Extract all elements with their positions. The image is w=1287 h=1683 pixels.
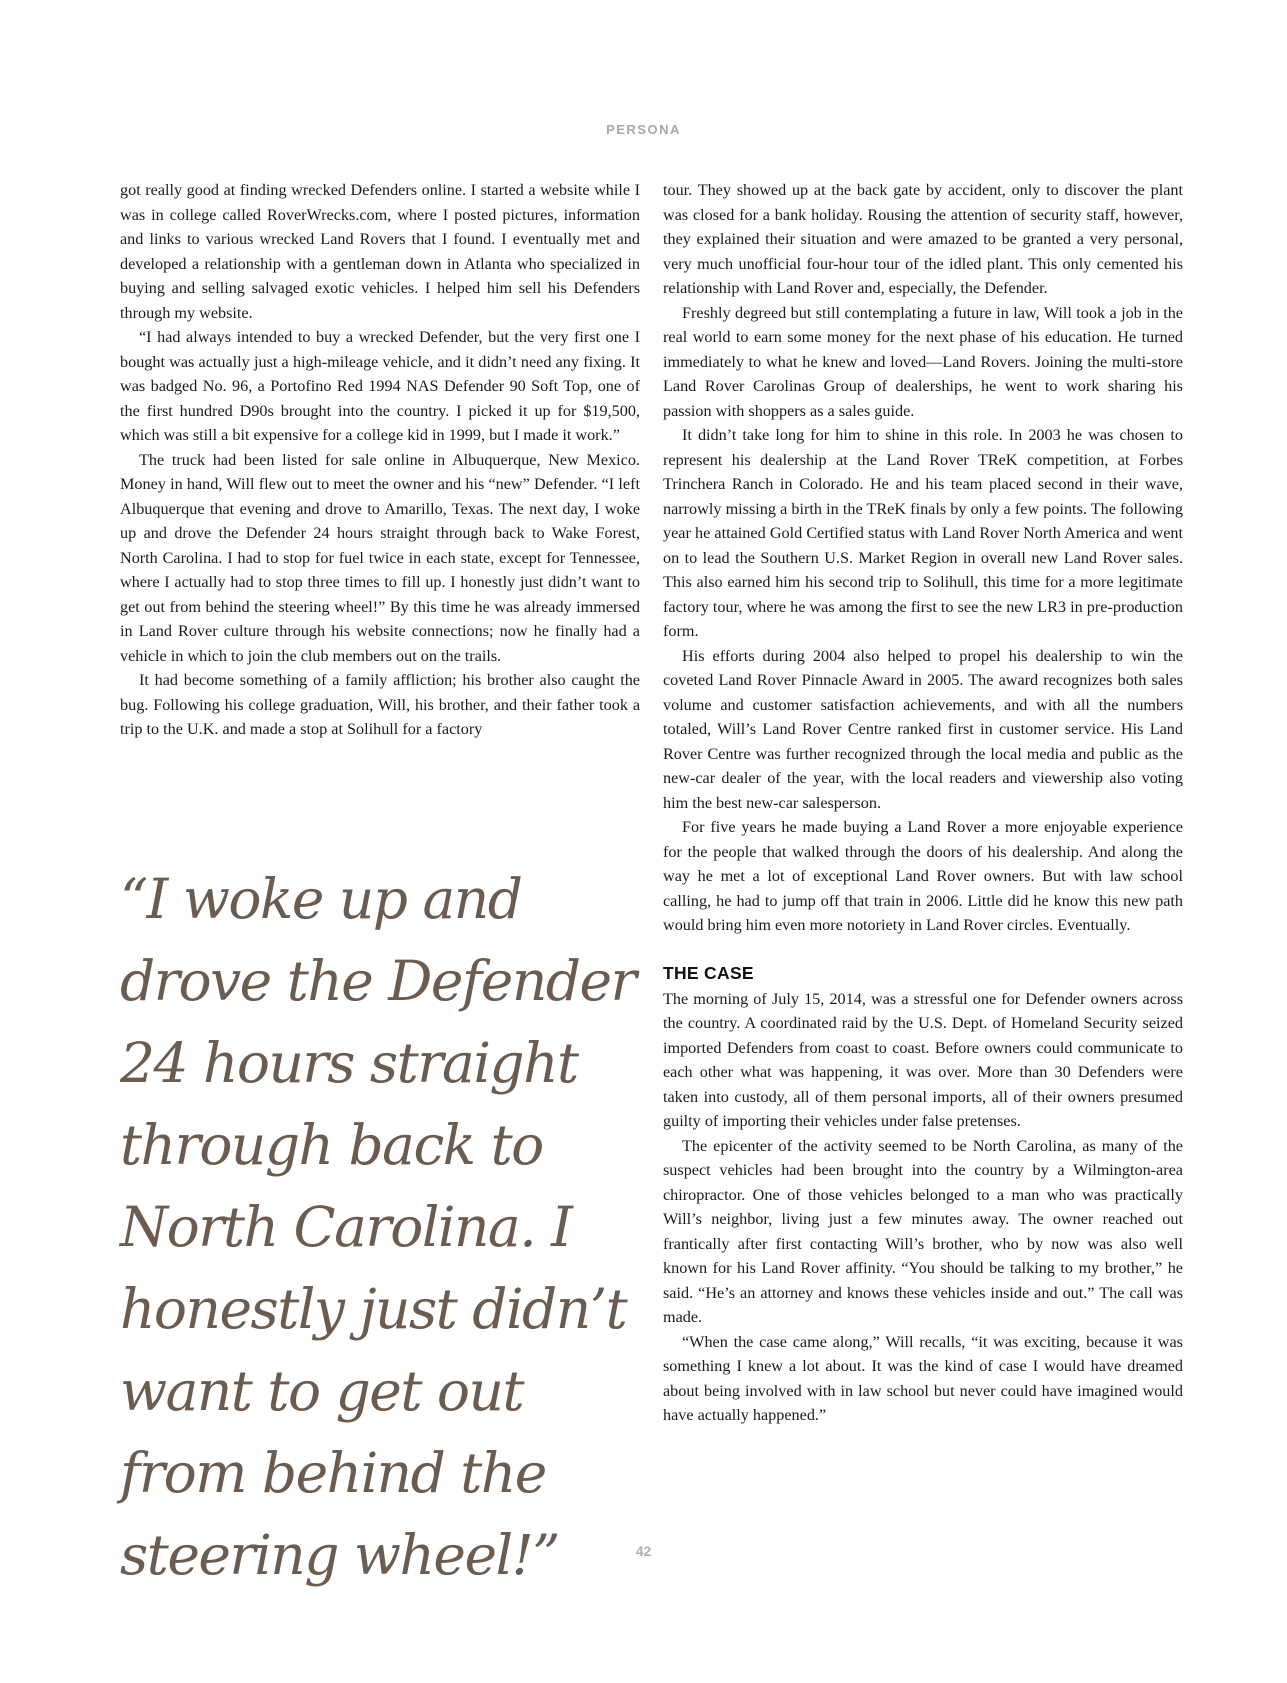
left-column: [120, 178, 640, 742]
body-paragraph: “I had always intended to buy a wrecked Defender, but the very first one I bought was actually just a high-mileage vehicle, and it didn’t need any fixing. It was badged No. 96, a Portofino Red 1994 NAS Defender 90 Soft Top, one of the first hundred D90s brought into the country. I picked it up for $19,500, which was still a bit expensive for a college kid in 1999, but I made it work.”: [120, 328, 640, 444]
body-paragraph: Freshly degreed but still contemplating a future in law, Will took a job in the real world to earn some money for the next phase of his education. He turned immediately to what he knew and loved—Land Rovers. Joining the multi-store Land Rover Carolinas Group of dealerships, he went to work sharing his passion with shoppers as a sales guide.: [663, 303, 1183, 420]
body-paragraph: The morning of July 15, 2014, was a stressful one for Defender owners across the country. A coordinated raid by the U.S. Dept. of Homeland Security seized imported Defenders from coast to coast. Before owners could communicate to each other what was happening, it was over. More than 30 Defenders were taken into custody, all of them personal imports, all of their owners presumed guilty of importing their vehicles under false pretenses.: [663, 989, 1183, 1130]
body-paragraph: The epicenter of the activity seemed to be North Carolina, as many of the suspect vehicles had been brought into the country by a Wilmington-area chiropractor. One of those vehicles belonged to a man who was practically Will’s neighbor, living just a few minutes away. The owner reached out frantically after first contacting Will’s brother, who by now was also well known for his Land Rover affinity. “You should be talking to my brother,” he said. “He’s an attorney and knows these vehicles inside and out.” The call was made.: [663, 1136, 1183, 1326]
body-paragraph: It had become something of a family affliction; his brother also caught the bug. Following his college graduation, Will, his brother, and their father took a trip to the U.K. and made a stop at Solihull for a factory: [120, 671, 640, 738]
body-paragraph: tour. They showed up at the back gate by accident, only to discover the plant was closed for a bank holiday. Rousing the attention of security staff, however, they explained their situation and were amazed to be granted a very personal, very much unofficial four-hour tour of the idled plant. This only cemented his relationship with Land Rover and, especially, the Defender.: [663, 181, 1183, 297]
pull-quote: “I woke up and drove the Defender 24 hours straight through back to North Carolina. I honestly just didn’t want to get out from behind the steering wheel!”: [120, 867, 636, 1587]
section-heading: THE CASE: [663, 962, 754, 983]
right-column: [663, 178, 1183, 1428]
body-paragraph: The truck had been listed for sale online in Albuquerque, New Mexico. Money in hand, Will flew out to meet the owner and his “new” Defender. “I left Albuquerque that evening and drove to Amarillo, Texas. The next day, I woke up and drove the Defender 24 hours straight through back to Wake Forest, North Carolina. I had to stop for fuel twice in each state, except for Tennessee, where I actually had to stop three times to fill up. I honestly just didn’t want to get out from behind the steering wheel!” By this time he was already immersed in Land Rover culture through his website connections; now he finally had a vehicle in which to join the club members out on the trails.: [120, 450, 640, 665]
body-paragraph: His efforts during 2004 also helped to propel his dealership to win the coveted Land Rover Pinnacle Award in 2005. The award recognizes both sales volume and customer satisfaction achievements, and with all the numbers totaled, Will’s Land Rover Centre ranked first in customer service. His Land Rover Centre was further recognized through the local media and public as the new-car dealer of the year, with the local readers and viewership also voting him the best new-car salesperson.: [663, 646, 1183, 812]
body-paragraph: For five years he made buying a Land Rover a more enjoyable experience for the people that walked through the doors of his dealership. And along the way he met a lot of exceptional Land Rover owners. But with law school calling, he had to jump off that train in 2006. Little did he know this new path would bring him even more notoriety in Land Rover circles. Eventually.: [663, 818, 1183, 934]
running-head: PERSONA: [606, 122, 681, 137]
body-paragraph: “When the case came along,” Will recalls, “it was exciting, because it was something I knew a lot about. It was the kind of case I would have dreamed about being involved with in law school but never could have imagined would have actually happened.”: [663, 1332, 1183, 1424]
page-number: 42: [635, 1543, 652, 1559]
body-paragraph: It didn’t take long for him to shine in this role. In 2003 he was chosen to represent his dealership at the Land Rover TReK competition, at Forbes Trinchera Ranch in Colorado. He and his team placed second in their wave, narrowly missing a birth in the TReK finals by only a few points. The following year he attained Gold Certified status with Land Rover North America and went on to lead the Southern U.S. Market Region in overall new Land Rover sales. This also earned him his second trip to Solihull, this time for a more legitimate factory tour, where he was among the first to see the new LR3 in pre-production form.: [663, 426, 1183, 640]
body-paragraph: got really good at finding wrecked Defenders online. I started a website while I was in college called RoverWrecks.com, where I posted pictures, information and links to various wrecked Land Rovers that I found. I eventually met and developed a relationship with a gentleman down in Atlanta who specialized in buying and selling salvaged exotic vehicles. I helped him sell his Defenders through my website.: [120, 181, 640, 322]
